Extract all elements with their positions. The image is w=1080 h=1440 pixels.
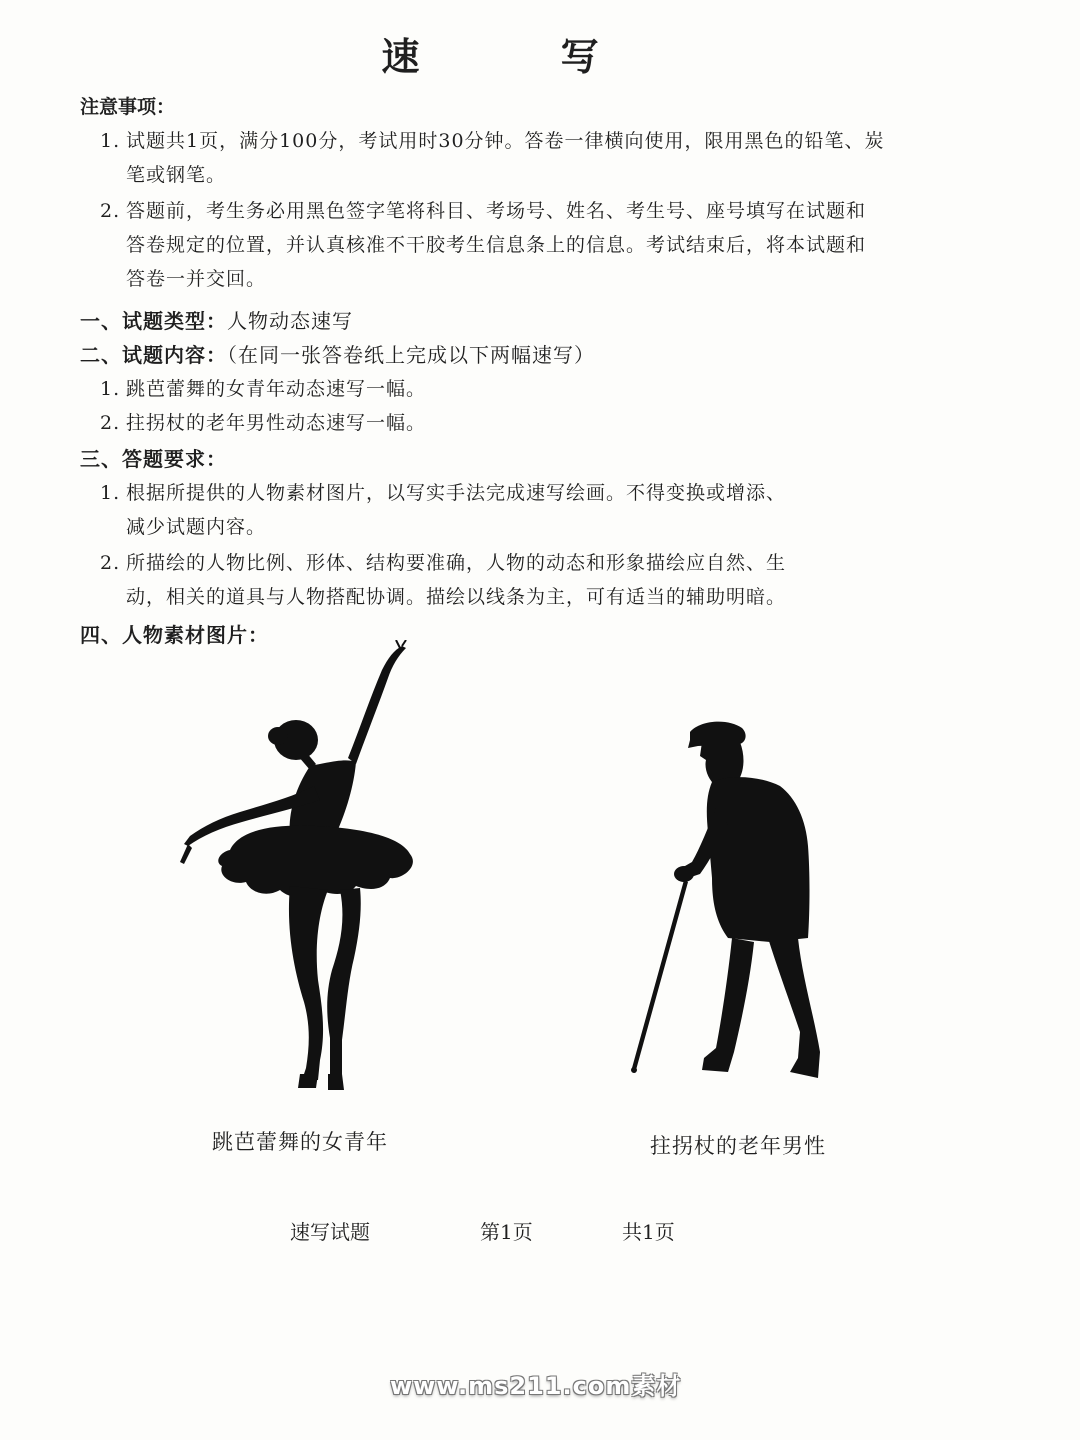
section-1-label: 一、试题类型：: [80, 309, 227, 333]
section-2-item-1-text: 跳芭蕾舞的女青年动态速写一幅。: [126, 378, 427, 400]
notice-item-2: [100, 194, 950, 296]
footer-subject: 速写试题: [290, 1220, 370, 1244]
watermark: www.ms211.com素材: [390, 1372, 682, 1400]
section-3-item-2-line1: 所描绘的人物比例、形体、结构要准确，人物的动态和形象描绘应自然、生: [126, 552, 787, 574]
section-4-label: 四、人物素材图片：: [80, 623, 269, 647]
section-2-item-1: [100, 372, 950, 406]
section-3-item-1-line1: 根据所提供的人物素材图片，以写实手法完成速写绘画。不得变换或增添、: [126, 482, 787, 504]
notice-item-2-line2: 答卷规定的位置，并认真核准不干胶考生信息条上的信息。考试结束后，将本试题和: [126, 234, 867, 256]
section-3-item-1-line2: 减少试题内容。: [126, 516, 267, 538]
item-number: 1.: [100, 130, 121, 152]
notice-item-1-line2: 笔或钢笔。: [126, 164, 227, 186]
page-title: 速 写: [381, 35, 663, 79]
section-3-item-2-line2: 动，相关的道具与人物搭配协调。描绘以线条为主，可有适当的辅助明暗。: [126, 586, 787, 608]
item-number: 2.: [100, 412, 121, 434]
section-2: [80, 338, 595, 372]
section-1: [80, 304, 353, 338]
section-2-text: （在同一张答卷纸上完成以下两幅速写）: [227, 343, 595, 367]
item-number: 2.: [100, 552, 121, 574]
notice-item-2-line3: 答卷一并交回。: [126, 268, 267, 290]
section-2-item-2-text: 拄拐杖的老年男性动态速写一幅。: [126, 412, 427, 434]
footer-total-pages: 共1页: [622, 1220, 675, 1244]
section-3: [80, 442, 227, 476]
footer-page-number: 第1页: [480, 1220, 533, 1244]
notice-item-1: [100, 124, 950, 192]
item-number: 2.: [100, 200, 121, 222]
item-number: 1.: [100, 482, 121, 504]
section-2-item-2: [100, 406, 950, 440]
section-3-item-2: [100, 546, 950, 614]
section-3-item-1: [100, 476, 950, 544]
notice-item-2-line1: 答题前，考生务必用黑色签字笔将科目、考场号、姓名、考生号、座号填写在试题和: [126, 200, 867, 222]
item-number: 1.: [100, 378, 121, 400]
old-man-caption: 拄拐杖的老年男性: [650, 1134, 826, 1158]
section-1-text: 人物动态速写: [227, 309, 353, 333]
notice-heading: 注意事项：: [80, 96, 176, 118]
ballerina-caption: 跳芭蕾舞的女青年: [212, 1130, 388, 1154]
ballerina-silhouette: [170, 640, 430, 1100]
old-man-with-cane-silhouette: [620, 712, 840, 1092]
section-2-label: 二、试题内容：: [80, 343, 227, 367]
notice-item-1-line1: 试题共1页，满分100分，考试用时30分钟。答卷一律横向使用，限用黑色的铅笔、炭: [126, 130, 885, 152]
section-3-label: 三、答题要求：: [80, 447, 227, 471]
